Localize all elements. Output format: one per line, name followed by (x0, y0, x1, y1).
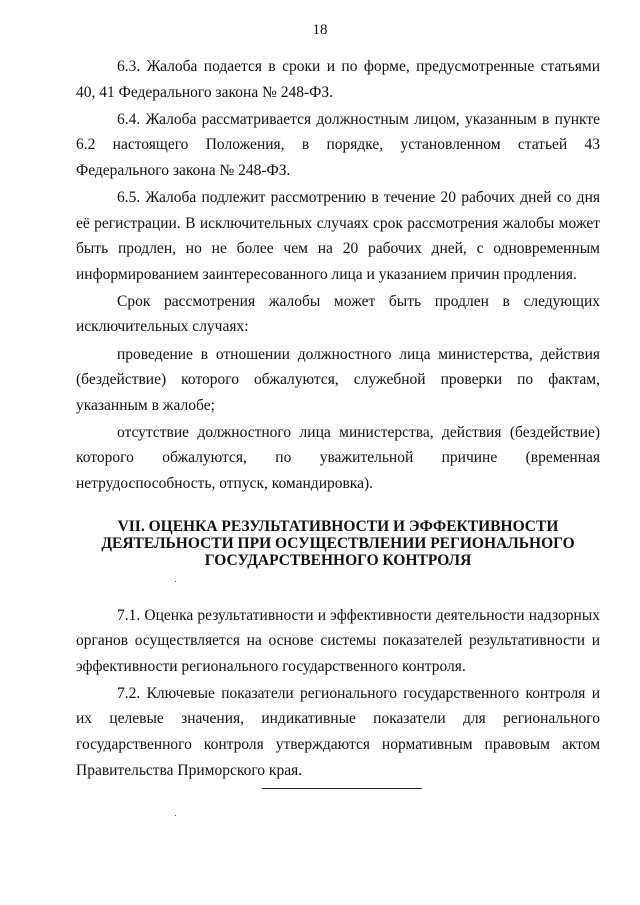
paragraph-extension-cases: Срок рассмотрения жалобы может быть продлен в следующих исключительных случаях: (76, 292, 600, 336)
scan-speck (175, 581, 176, 582)
paragraph-case-inspection: проведение в отношении должностного лица министерства, действия (бездействие) которого обжалуются, служебной проверки по фактам, указанным в жалобе; (76, 345, 600, 414)
paragraph-case-absence: отсутствие должностного лица министерства, действия (бездействие) которого обжалуются, по уважительной причине (временная нетрудоспособность, отпуск, командировка). (76, 423, 600, 492)
section-heading-line-3: ГОСУДАРСТВЕННОГО КОНТРОЛЯ (204, 551, 472, 569)
scan-speck (175, 815, 176, 816)
paragraph-6-3: 6.3. Жалоба подается в сроки и по форме, предусмотренные статьями 40, 41 Федерального закона № 248-ФЗ. (76, 58, 600, 101)
paragraph-6-5: 6.5. Жалоба подлежит рассмотрению в течение 20 рабочих дней со дня её регистрации. В исключительных случаях срок рассмотрения жалобы может быть продлен, но не более чем на 20 рабочих дней, с одновременным информированием заинтересованного лица и указанием причин продления. (76, 188, 600, 283)
document-body (76, 54, 600, 785)
paragraph-6-4: 6.4. Жалоба рассматривается должностным лицом, указанным в пункте 6.2 настоящего Положения, в порядке, установленном статьей 43 Федерального закона № 248-ФЗ. (76, 110, 600, 179)
paragraph-7-1: 7.1. Оценка результативности и эффективности деятельности надзорных органов осуществляется на основе системы показателей результативности и эффективности регионального государственного контроля. (76, 606, 600, 675)
end-divider-line (262, 788, 422, 789)
paragraph-7-2: 7.2. Ключевые показатели регионального государственного контроля и их целевые значения, индикативные показатели для регионального государственного контроля утверждаются нормативным правовым актом Правительства Приморского края. (76, 684, 600, 779)
section-heading-line-2: ДЕЯТЕЛЬНОСТИ ПРИ ОСУЩЕСТВЛЕНИИ РЕГИОНАЛЬНОГО (101, 534, 575, 552)
section-heading-line-1: VII. ОЦЕНКА РЕЗУЛЬТАТИВНОСТИ И ЭФФЕКТИВНОСТИ (117, 517, 559, 535)
page-number: 18 (312, 22, 328, 38)
section-heading (76, 518, 600, 569)
